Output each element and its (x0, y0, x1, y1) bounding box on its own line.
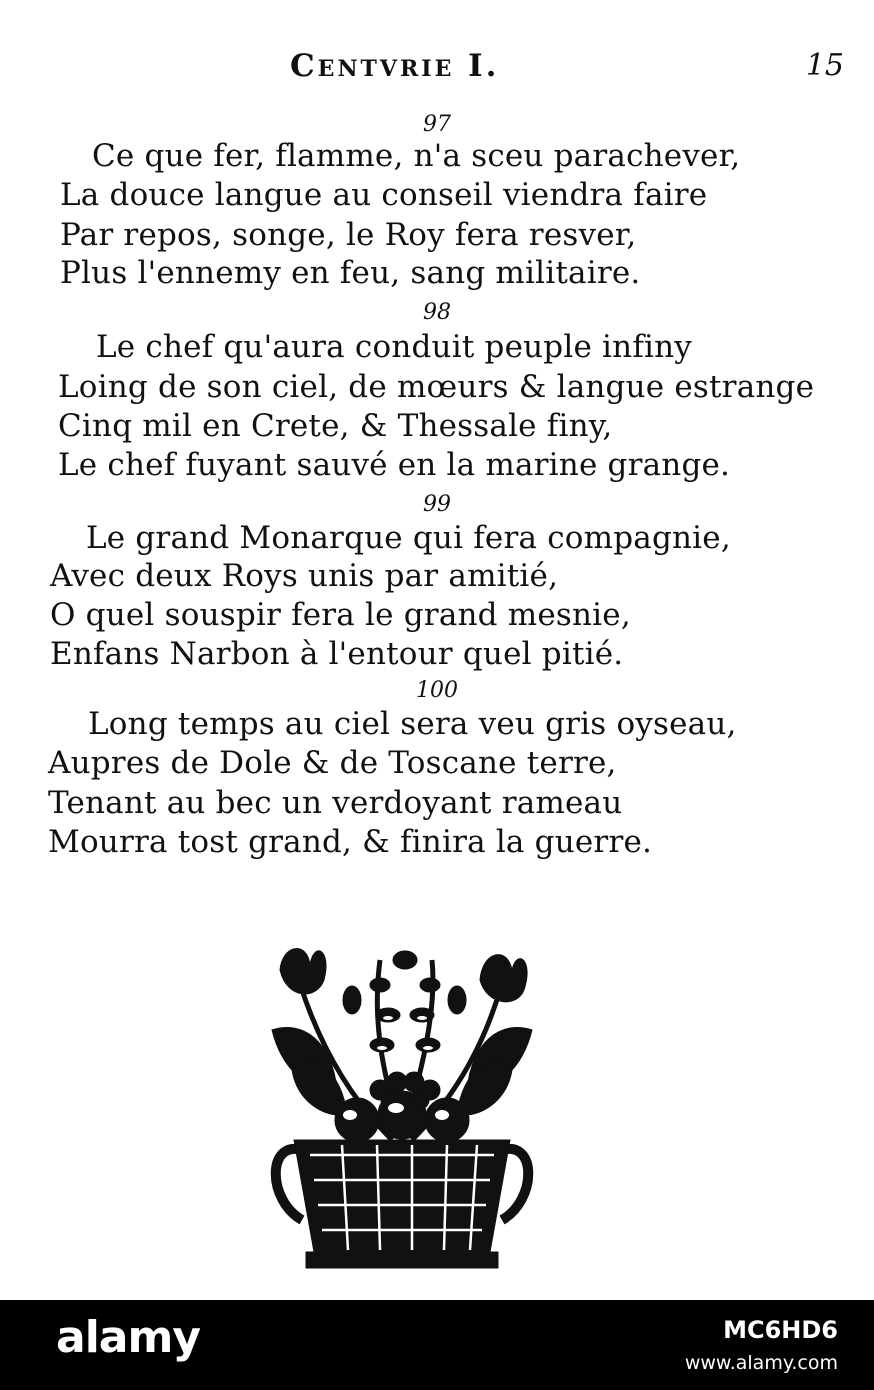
image-url: www.alamy.com (684, 1352, 838, 1374)
running-title: Centvrie I. (290, 48, 500, 84)
verse-line: Cinq mil en Crete, & Thessale finy, (58, 408, 613, 444)
verse-line: Le grand Monarque qui fera compagnie, (86, 520, 731, 556)
verse-line: Le chef fuyant sauvé en la marine grange. (58, 447, 731, 483)
verse-line: Par repos, songe, le Roy fera resver, (60, 217, 637, 253)
verse-line: Ce que fer, flamme, n'a sceu parachever, (92, 138, 741, 174)
verse-line: Loing de son ciel, de mœurs & langue estrange (58, 369, 815, 405)
verse-line: Avec deux Roys unis par amitié, (50, 558, 559, 594)
page-header (0, 48, 874, 88)
quatrain-number: 97 (423, 112, 451, 137)
verse-line: Enfans Narbon à l'entour quel pitié. (50, 636, 624, 672)
verse-line: Plus l'ennemy en feu, sang militaire. (60, 255, 641, 291)
image-code: MC6HD6 (723, 1316, 838, 1344)
quatrain-number: 99 (423, 492, 451, 517)
verse-line: Le chef qu'aura conduit peuple infiny (96, 329, 693, 365)
verse-line: O quel souspir fera le grand mesnie, (50, 597, 631, 633)
verse-line: La douce langue au conseil viendra faire (60, 177, 708, 213)
verse-line: Long temps au ciel sera veu gris oyseau, (88, 706, 737, 742)
alamy-logo: alamy (56, 1312, 200, 1363)
page-number: 15 (805, 48, 844, 83)
verse-line: Mourra tost grand, & finira la guerre. (48, 824, 653, 860)
verse-line: Tenant au bec un verdoyant rameau (48, 785, 623, 821)
quatrain-number: 98 (423, 300, 451, 325)
watermark-bar (0, 1300, 874, 1390)
verse-line: Aupres de Dole & de Toscane terre, (48, 745, 617, 781)
flower-basket-woodcut (262, 940, 542, 1280)
quatrain-number: 100 (416, 678, 458, 703)
